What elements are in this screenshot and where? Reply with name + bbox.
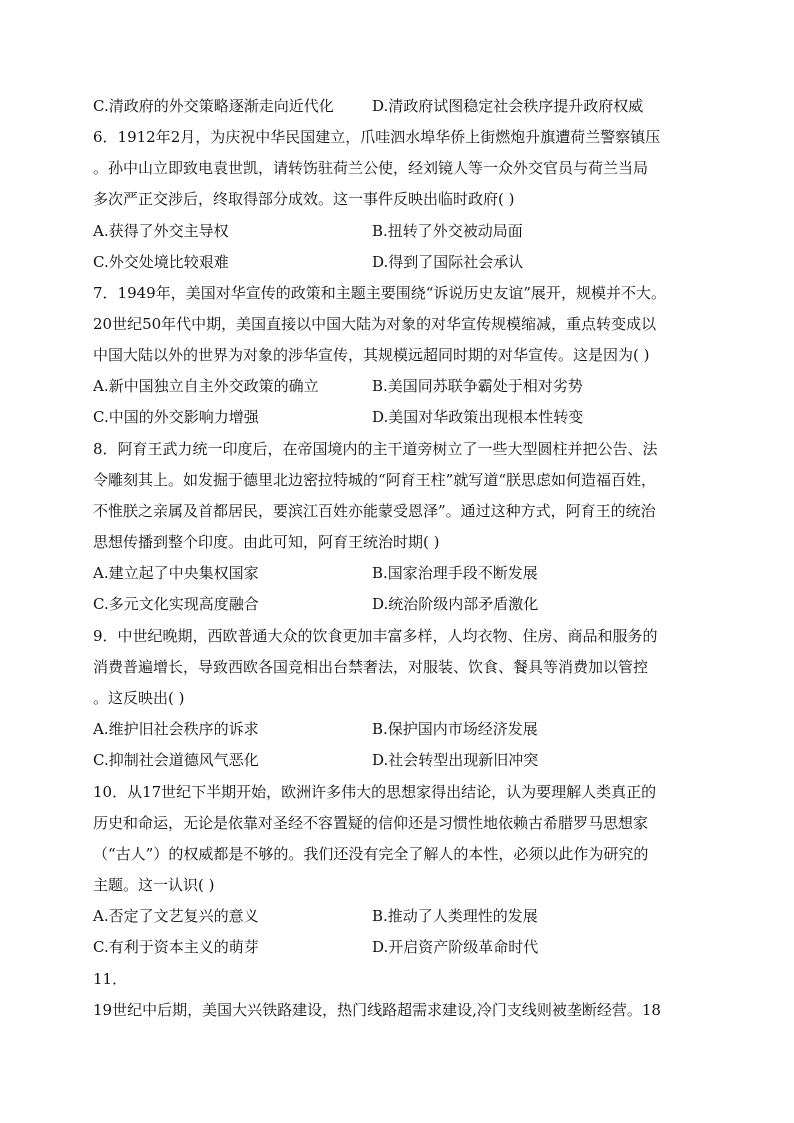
option-b: B.国家治理手段不断发展 bbox=[372, 564, 538, 582]
question-10-text: 10．从17世纪下半期开始，欧洲许多伟大的思想家得出结论，认为要理解人类真正的 bbox=[93, 783, 657, 801]
option-a: A.建立起了中央集权国家 bbox=[93, 564, 259, 582]
option-c: C.抑制社会道德风气恶化 bbox=[93, 751, 259, 769]
question-8-text: 不惟朕之亲属及首都居民，要滨江百姓亦能蒙受恩泽”。通过这种方式，阿育王的统治 bbox=[93, 502, 656, 520]
option-a: A.新中国独立自主外交政策的确立 bbox=[93, 377, 319, 395]
question-9-text: 消费普遍增长，导致西欧各国竞相出台禁奢法，对服装、饮食、餐具等消费加以管控 bbox=[93, 658, 649, 676]
question-7-text: 中国大陆以外的世界为对象的涉华宣传，其规模远超同时期的对华宣传。这是因为( ) bbox=[93, 346, 650, 364]
option-b: B.美国同苏联争霸处于相对劣势 bbox=[372, 377, 583, 395]
question-11-text: 19世纪中后期，美国大兴铁路建设，热门线路超需求建设,冷门支线则被垄断经营。18 bbox=[93, 1001, 661, 1019]
option-b: B.扭转了外交被动局面 bbox=[372, 222, 523, 240]
option-b: B.保护国内市场经济发展 bbox=[372, 720, 538, 738]
option-c: C.中国的外交影响力增强 bbox=[93, 408, 259, 426]
question-10-text: （“古人”）的权威都是不够的。我们还没有完全了解人的本性，必须以此作为研究的 bbox=[93, 845, 649, 863]
option-b: B.推动了人类理性的发展 bbox=[372, 907, 538, 925]
question-9-text: 9．中世纪晚期，西欧普通大众的饮食更加丰富多样，人均衣物、住房、商品和服务的 bbox=[93, 627, 658, 645]
question-10-text: 主题。这一认识( ) bbox=[93, 876, 215, 894]
question-8-text: 令雕刻其上。如发掘于德里北边密拉特城的“阿育王柱”就写道“朕思虑如何造福百姓， bbox=[93, 471, 657, 489]
option-d: D.统治阶级内部矛盾激化 bbox=[372, 595, 539, 613]
option-d: D.开启资产阶级革命时代 bbox=[372, 938, 539, 956]
question-7-text: 7．1949年，美国对华宣传的政策和主题主要围绕“诉说历史友谊”展开，规模并不大。 bbox=[93, 284, 667, 302]
question-6-text: 6．1912年2月，为庆祝中华民国建立，爪哇泗水埠华侨上街燃炮升旗遭荷兰警察镇压 bbox=[93, 128, 661, 146]
option-a: A.否定了文艺复兴的意义 bbox=[93, 907, 259, 925]
option-a: A.维护旧社会秩序的诉求 bbox=[93, 720, 259, 738]
question-6-text: 。孙中山立即致电袁世凯，请转饬驻荷兰公使，经刘镜人等一众外交官员与荷兰当局 bbox=[93, 159, 649, 177]
question-6-text: 多次严正交涉后，终取得部分成效。这一事件反映出临时政府( ) bbox=[93, 190, 515, 208]
option-c: C.有利于资本主义的萌芽 bbox=[93, 938, 259, 956]
question-10-text: 历史和命运，无论是依靠对圣经不容置疑的信仰还是习惯性地依赖古希腊罗马思想家 bbox=[93, 814, 649, 832]
option-c: C.外交处境比较艰难 bbox=[93, 253, 229, 271]
question-9-text: 。这反映出( ) bbox=[93, 689, 185, 707]
option-d: D.得到了国际社会承认 bbox=[372, 253, 524, 271]
question-7-text: 20世纪50年代中期，美国直接以中国大陆为对象的对华宣传规模缩减，重点转变成以 bbox=[93, 315, 657, 333]
question-11-number: 11． bbox=[93, 970, 128, 988]
question-8-text: 8．阿育王武力统一印度后，在帝国境内的主干道旁树立了一些大型圆柱并把公告、法 bbox=[93, 440, 658, 458]
option-d: D.社会转型出现新旧冲突 bbox=[372, 751, 539, 769]
question-8-text: 思想传播到整个印度。由此可知，阿育王统治时期( ) bbox=[93, 533, 440, 551]
option-a: A.获得了外交主导权 bbox=[93, 222, 229, 240]
option-c: C.多元文化实现高度融合 bbox=[93, 595, 259, 613]
option-d: D.美国对华政策出现根本性转变 bbox=[372, 408, 584, 426]
option-c: C.清政府的外交策略逐渐走向近代化 bbox=[93, 97, 334, 115]
option-d: D.清政府试图稳定社会秩序提升政府权威 bbox=[372, 97, 644, 115]
